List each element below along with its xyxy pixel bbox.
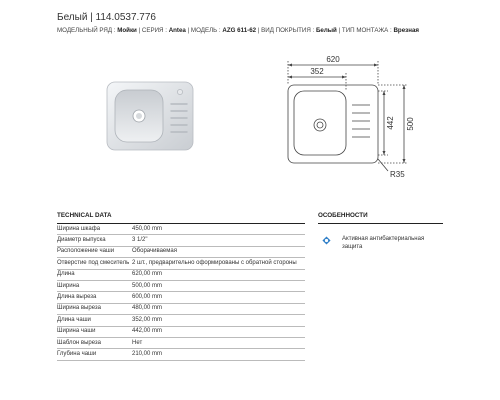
features-header: ОСОБЕННОСТИ bbox=[318, 212, 443, 224]
spec-row bbox=[57, 258, 305, 269]
tech-data-header: TECHNICAL DATA bbox=[57, 212, 305, 224]
spec-key: Ширина шкафа bbox=[57, 224, 132, 235]
meta-value-finish: Белый bbox=[315, 27, 337, 34]
spec-table bbox=[57, 224, 305, 361]
dim-depth-label: 500 bbox=[406, 117, 415, 131]
antibacterial-icon bbox=[322, 236, 331, 245]
sink-drawing bbox=[260, 55, 420, 185]
dim-width-label: 620 bbox=[326, 55, 340, 64]
spec-row bbox=[57, 349, 305, 360]
meta-value-series: Мойки bbox=[117, 27, 137, 34]
dim-depth-bowl-label: 442 bbox=[386, 116, 395, 130]
spec-row bbox=[57, 235, 305, 246]
spec-key: Глубина чаши bbox=[57, 349, 132, 360]
spec-value: Оборачиваемая bbox=[132, 246, 305, 257]
spec-value: 620,00 mm bbox=[132, 269, 305, 280]
spec-row bbox=[57, 303, 305, 314]
meta-label-series: МОДЕЛЬНЫЙ РЯД : bbox=[57, 27, 118, 34]
spec-key: Ширина bbox=[57, 280, 132, 291]
spec-key: Шаблон выреза bbox=[57, 337, 132, 348]
feature-item bbox=[318, 234, 443, 264]
spec-value: 352,00 mm bbox=[132, 315, 305, 326]
product-title: Белый | 114.0537.776 bbox=[57, 12, 156, 23]
spec-key: Диаметр выпуска bbox=[57, 235, 132, 246]
spec-row bbox=[57, 280, 305, 291]
spec-value: 600,00 mm bbox=[132, 292, 305, 303]
product-meta bbox=[57, 27, 419, 34]
spec-value: 500,00 mm bbox=[132, 280, 305, 291]
meta-value-collection: Antea bbox=[168, 27, 186, 34]
meta-label-finish: | ВИД ПОКРЫТИЯ : bbox=[256, 27, 316, 34]
spec-value: Нет bbox=[132, 337, 305, 348]
spec-value: 3 1/2" bbox=[132, 235, 305, 246]
spec-key: Расположение чаши bbox=[57, 246, 132, 257]
dim-radius-label: R35 bbox=[390, 170, 405, 179]
spec-key: Длина выреза bbox=[57, 292, 132, 303]
spec-value: 450,00 mm bbox=[132, 224, 305, 235]
meta-value-mount: Врезная bbox=[393, 27, 420, 34]
meta-value-model: AZG 611-62 bbox=[222, 27, 257, 34]
spec-row bbox=[57, 315, 305, 326]
meta-label-collection: | СЕРИЯ : bbox=[136, 27, 169, 34]
spec-key: Отверстие под смеситель bbox=[57, 258, 132, 269]
spec-value: 210,00 mm bbox=[132, 349, 305, 360]
sink-photo bbox=[105, 80, 195, 152]
spec-row bbox=[57, 224, 305, 235]
spec-key: Длина bbox=[57, 269, 132, 280]
meta-label-mount: | ТИП МОНТАЖА : bbox=[336, 27, 394, 34]
spec-key: Длина чаши bbox=[57, 315, 132, 326]
spec-key: Ширина выреза bbox=[57, 303, 132, 314]
spec-row bbox=[57, 269, 305, 280]
spec-value: 442,00 mm bbox=[132, 326, 305, 337]
spec-row bbox=[57, 246, 305, 257]
spec-key: Ширина чаши bbox=[57, 326, 132, 337]
dim-bowl-label: 352 bbox=[310, 67, 324, 76]
spec-row bbox=[57, 326, 305, 337]
meta-label-model: | МОДЕЛЬ : bbox=[185, 27, 223, 34]
spec-value: 480,00 mm bbox=[132, 303, 305, 314]
spec-row bbox=[57, 337, 305, 348]
spec-row bbox=[57, 292, 305, 303]
feature-text: Активная антибактериальная защита bbox=[342, 236, 425, 250]
spec-value: 2 шт., предварительно оформированы с обратной стороны bbox=[132, 258, 305, 269]
